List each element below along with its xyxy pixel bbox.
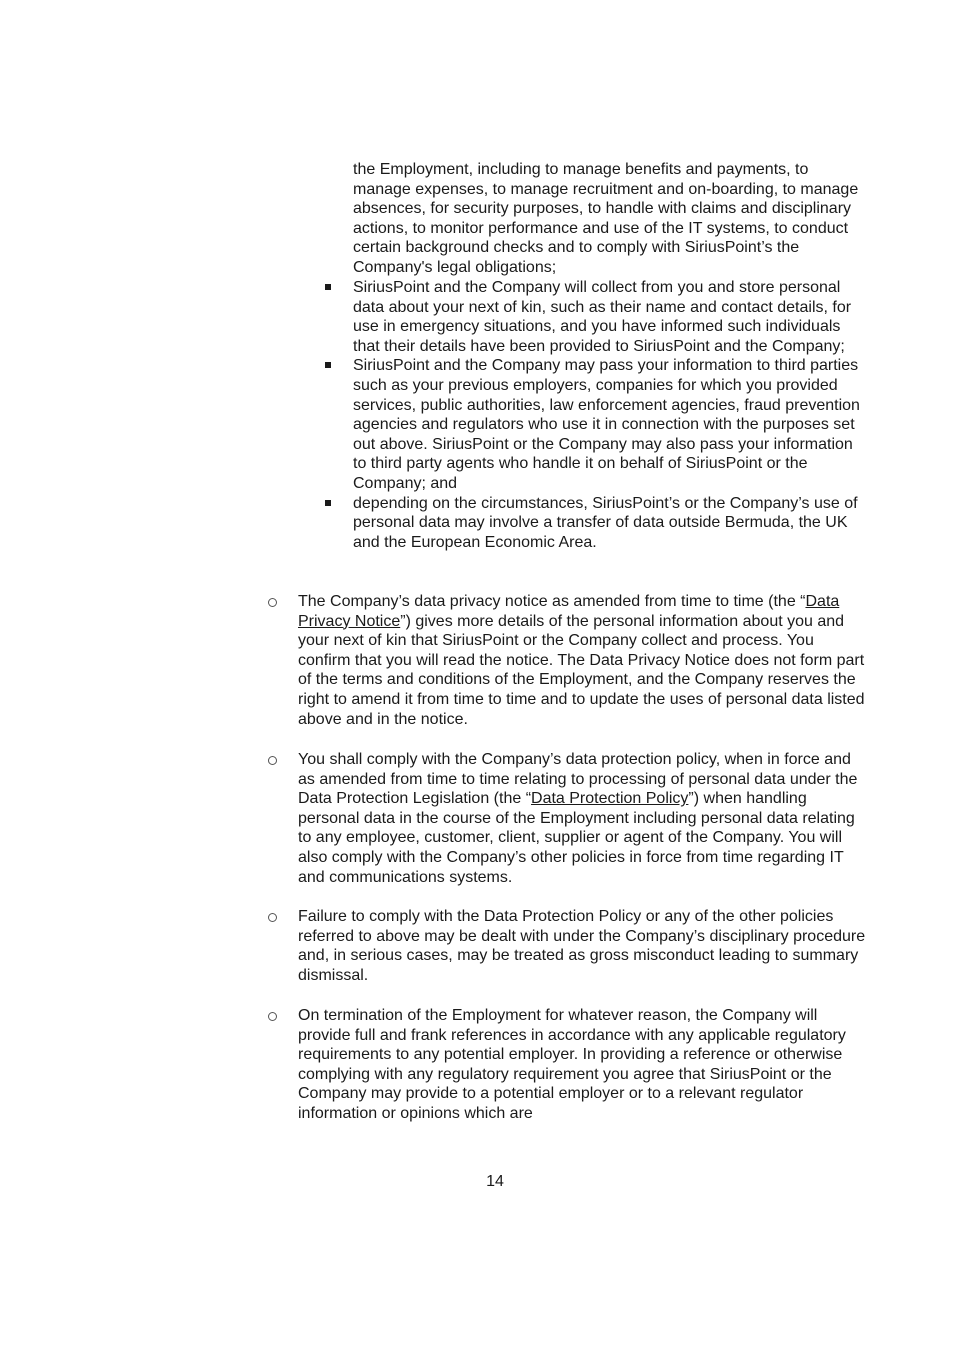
list-item (323, 356, 863, 493)
paragraph-text-end: ”) when handling personal data in the course of the Employment including personal data relating to any employee, customer, client, supplier or agent of the Company. You will also comply with the Company’s other policies in force from time regarding IT and communications systems. (298, 790, 855, 886)
list-item (323, 278, 863, 356)
list-item-text: SiriusPoint and the Company will collect from you and store personal data about your next of kin, such as their name and contact details, for use in emergency situations, and you have informed such individuals that their details have been provided to SiriusPoint and the Company; (353, 279, 852, 355)
list-item-text: depending on the circumstances, SiriusPoint’s or the Company’s use of personal data may involve a transfer of data outside Bermuda, the UK and the European Economic Area. (353, 494, 858, 551)
page-number: 14 (486, 1173, 504, 1190)
defined-term-data-privacy-notice: Data Privacy Notice (298, 593, 840, 630)
defined-term-data-protection-policy: Data Protection Policy (531, 790, 689, 808)
failure-to-comply-paragraph (268, 907, 868, 985)
paragraph-text-end: ”) gives more details of the personal information about you and your next of kin that SiriusPoint or the Company collect and process. You confirm that you will read the notice. The Data Privacy Notice does not form part of the terms and conditions of the Employment, and the Company reserves the right to amend it from time to time and to update the uses of personal data listed above and in the notice. (298, 612, 865, 728)
paragraph-text (298, 750, 868, 887)
square-bullet-icon (325, 284, 331, 290)
data-protection-policy-paragraph (268, 750, 868, 887)
circle-bullet-icon (268, 756, 277, 765)
circle-bullet-icon (268, 598, 277, 607)
paragraph-text: Failure to comply with the Data Protection Policy or any of the other policies referred to above may be dealt with under the Company’s disciplinary procedure and, in serious cases, may be treated as gross misconduct leading to summary dismissal. (298, 908, 866, 984)
square-bullet-icon (325, 362, 331, 368)
circle-bullet-icon (268, 1012, 277, 1021)
data-privacy-notice-paragraph (268, 592, 868, 729)
paragraph-text (298, 592, 868, 729)
paragraph-text-start: The Company’s data privacy notice as amended from time to time (the “ (298, 593, 806, 610)
circle-bullet-icon (268, 913, 277, 922)
termination-references-paragraph (268, 1006, 868, 1124)
paragraph-text-start: You shall comply with the Company’s data protection policy, when in force and as amended from time to time relating to processing of personal data under the Data Protection Legislation (the “ (298, 751, 858, 808)
list-item-text: SiriusPoint and the Company may pass your information to third parties such as your previous employers, companies for which you provided services, public authorities, law enforcement agencies, fraud prevention agencies and regulators who use it in connection with the purposes set out above. SiriusPoint or the Company may also pass your information to third party agents who handle it on behalf of SiriusPoint or the Company; and (353, 357, 860, 492)
list-item (323, 494, 863, 553)
continuation-paragraph: the Employment, including to manage benefits and payments, to manage expenses, to manage recruitment and on-boarding, to manage absences, for security purposes, to handle with claims and disciplinary actions, to monitor performance and use of the IT systems, to conduct certain background checks and to comply with SiriusPoint’s the Company's legal obligations; (353, 161, 859, 276)
square-bullet-icon (325, 500, 331, 506)
bullet-list (323, 278, 863, 552)
paragraph-text: On termination of the Employment for whatever reason, the Company will provide full and frank references in accordance with any applicable regulatory requirements to any potential employer. In providing a reference or otherwise complying with any regulatory requirement you agree that SiriusPoint or the Company may provide to a potential employer or to a relevant regulator information or opinions which are (298, 1007, 846, 1122)
